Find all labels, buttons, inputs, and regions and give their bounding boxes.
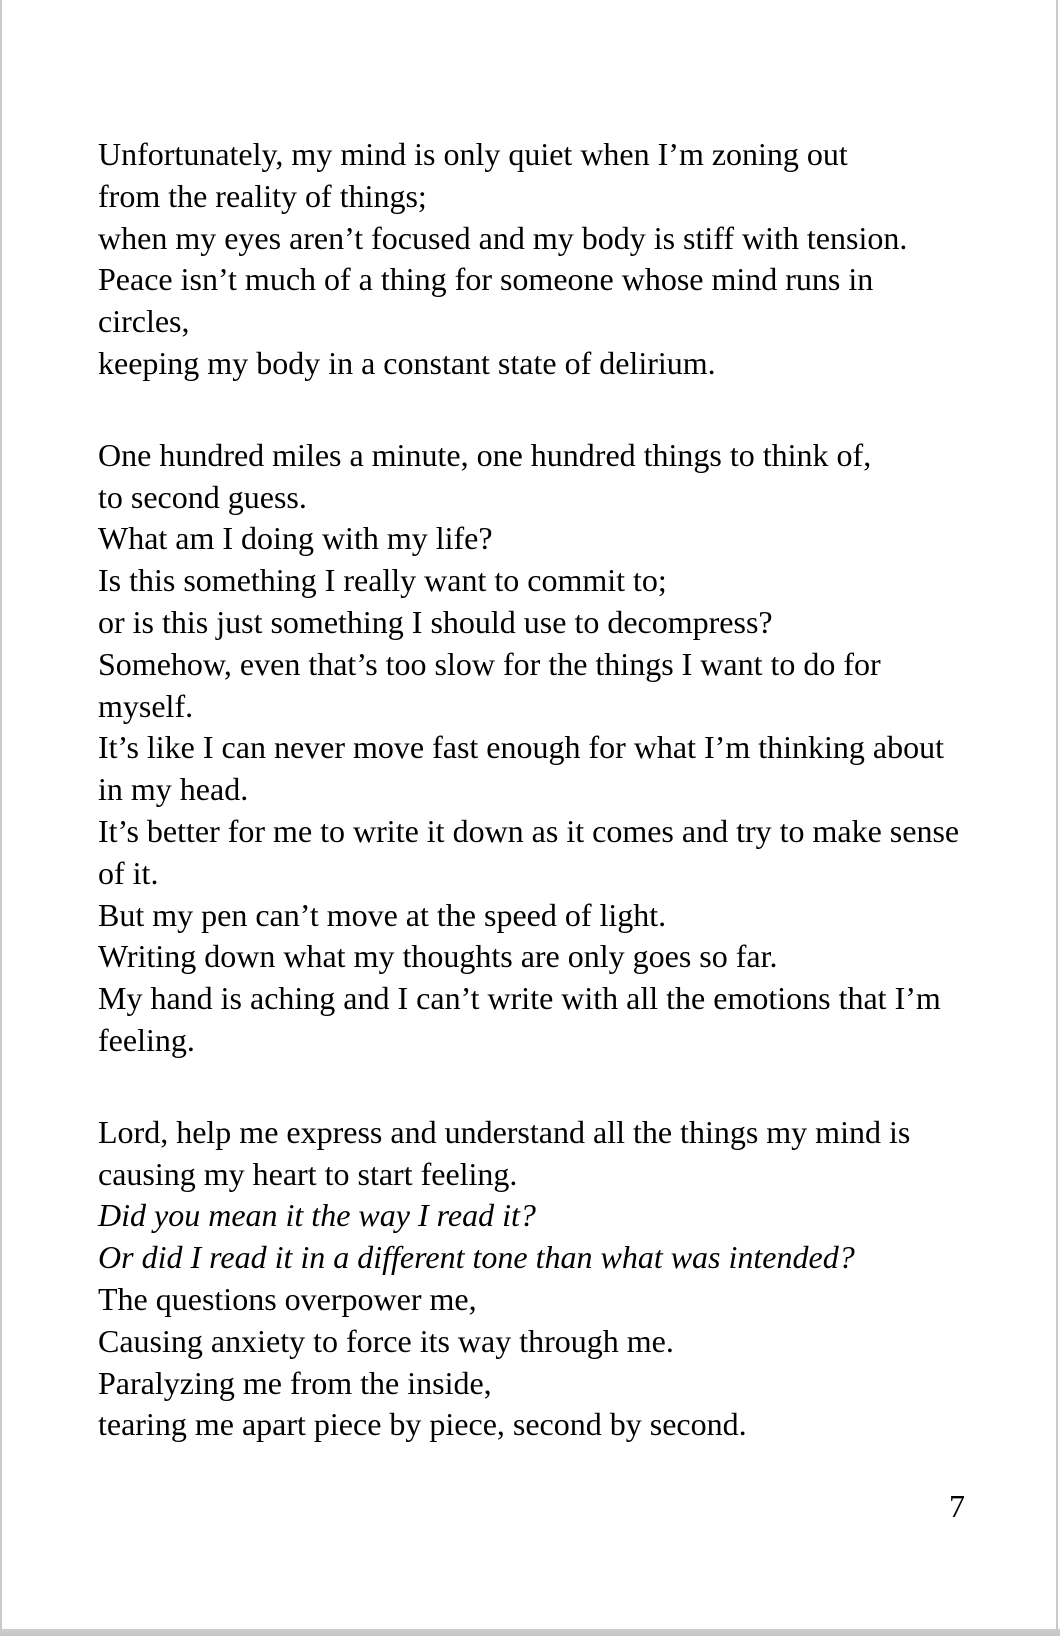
poem-line: Causing anxiety to force its way through me. [98, 1322, 674, 1359]
poem-line: keeping my body in a constant state of delirium. [98, 344, 716, 381]
poem-text [98, 134, 959, 1496]
poem-line: Somehow, even that’s too slow for the things I want to do for [98, 645, 881, 682]
poem-line: myself. [98, 687, 194, 724]
page-border-left [0, 0, 2, 1629]
poem-line: It’s better for me to write it down as it comes and try to make sense [98, 812, 960, 849]
page-number: 7 [949, 1488, 965, 1524]
poem-line: Peace isn’t much of a thing for someone whose mind runs in [98, 261, 874, 298]
poem-line: or is this just something I should use to decompress? [98, 603, 773, 640]
poem-line: in my head. [98, 771, 249, 808]
poem-line: My hand is aching and I can’t write with all the emotions that I’m [98, 980, 941, 1017]
poem-line: Or did I read it in a different tone than what was intended? [98, 1239, 855, 1276]
poem-line: feeling. [98, 1021, 195, 1058]
poem-stanza [98, 1112, 959, 1446]
poem-line: when my eyes aren’t focused and my body is stiff with tension. [98, 219, 908, 256]
poem-line: Paralyzing me from the inside, [98, 1364, 492, 1401]
poem-line: Writing down what my thoughts are only goes so far. [98, 938, 778, 975]
poem-line: causing my heart to start feeling. [98, 1155, 518, 1192]
page-bottom-shadow [0, 1627, 1060, 1636]
poem-line: to second guess. [98, 478, 307, 515]
poem-line: from the reality of things; [98, 177, 427, 214]
poem-line: Is this something I really want to commit to; [98, 562, 667, 599]
poem-line: It’s like I can never move fast enough for what I’m thinking about [98, 729, 944, 766]
poem-line: The questions overpower me, [98, 1280, 477, 1317]
poem-line: circles, [98, 303, 190, 340]
poem-line: Lord, help me express and understand all the things my mind is [98, 1113, 911, 1150]
poem-stanza [98, 435, 959, 1062]
poem-line: of it. [98, 854, 159, 891]
poem-stanza [98, 134, 959, 385]
poem-line: Unfortunately, my mind is only quiet when I’m zoning out [98, 136, 848, 172]
page-border-right [1056, 0, 1058, 1629]
poem-line: But my pen can’t move at the speed of light. [98, 896, 667, 933]
poem-line: One hundred miles a minute, one hundred things to think of, [98, 436, 872, 473]
poem-line: Did you mean it the way I read it? [98, 1197, 536, 1234]
poem-line: tearing me apart piece by piece, second by second. [98, 1406, 747, 1443]
poem-line: What am I doing with my life? [98, 520, 493, 557]
